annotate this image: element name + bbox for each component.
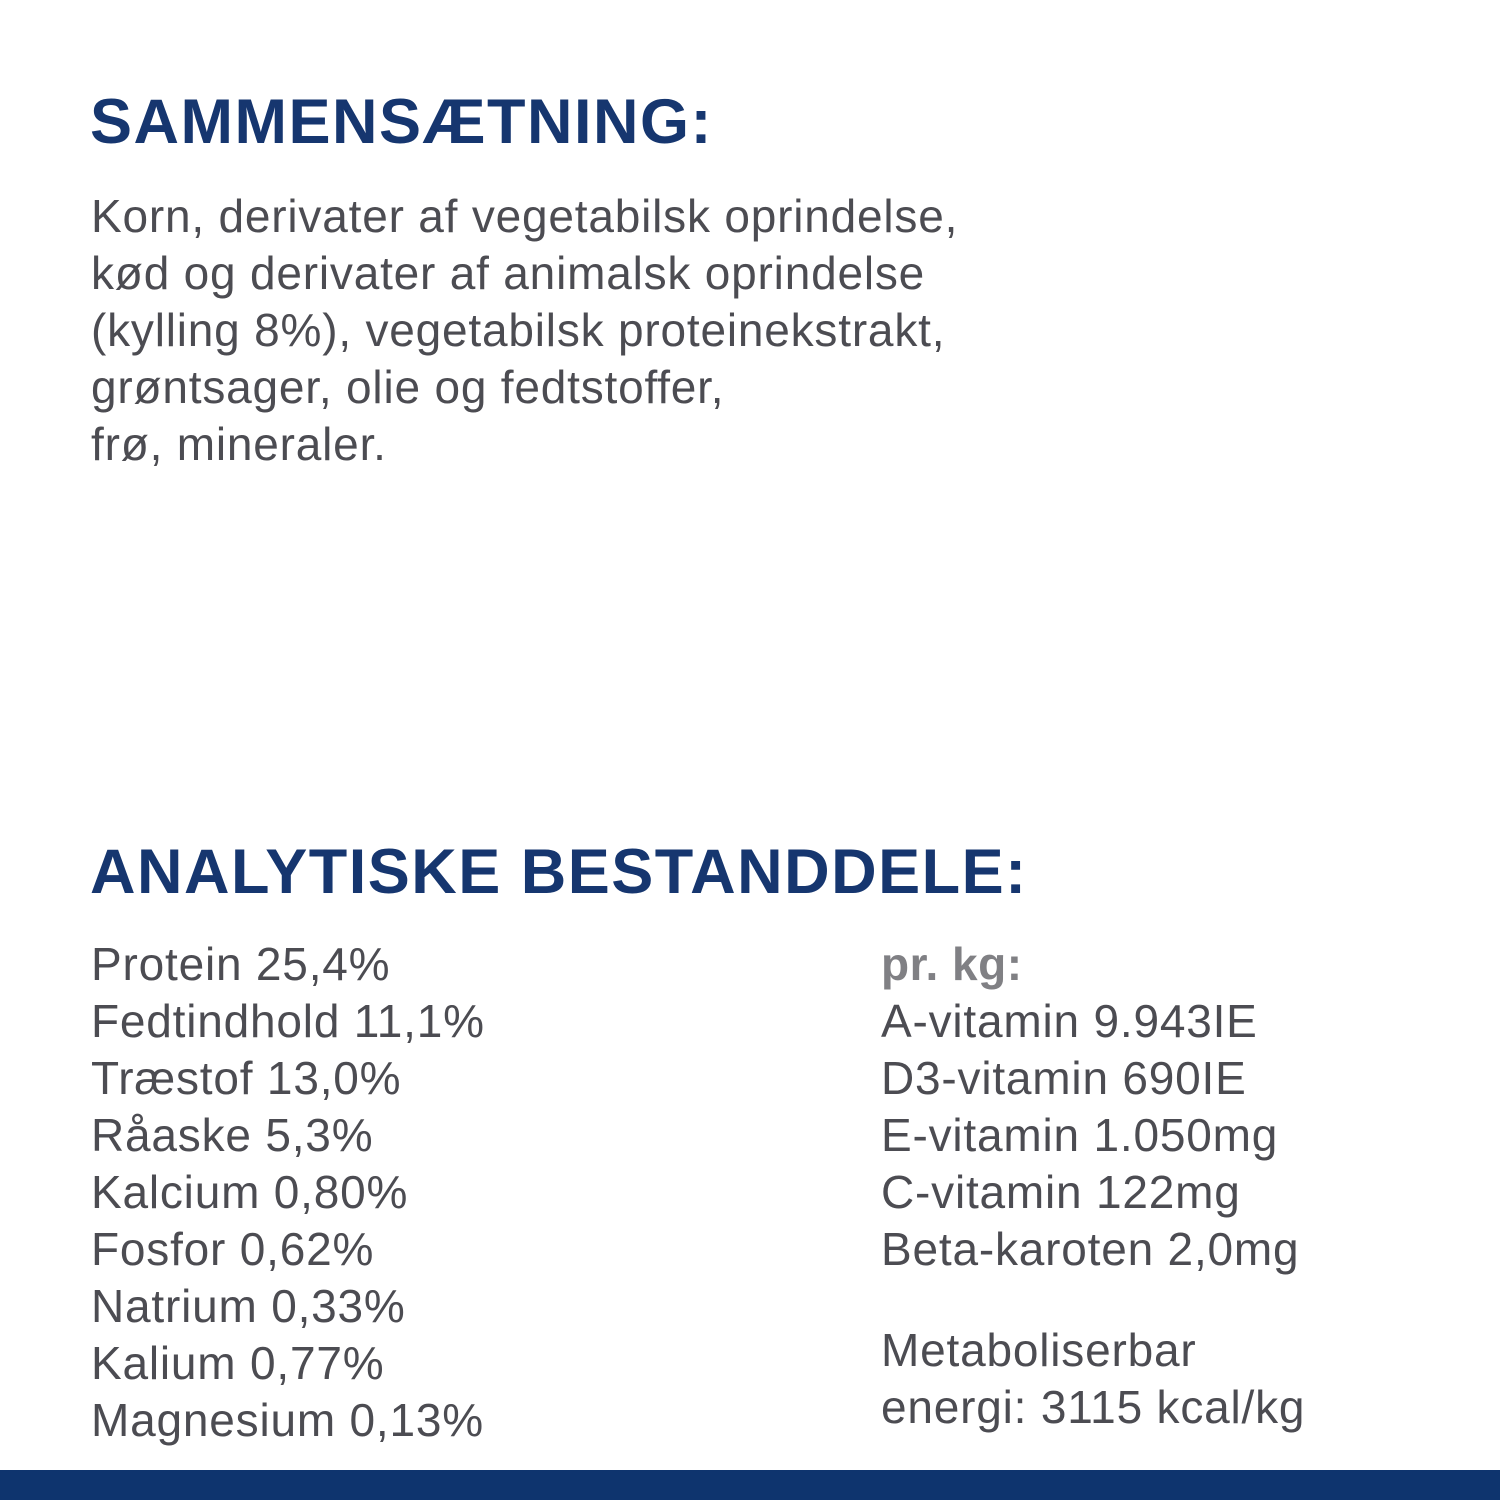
vitamin-item: D3-vitamin 690IE [881,1052,1247,1104]
vitamin-item: C-vitamin 122mg [881,1166,1241,1218]
analysis-item: Magnesium 0,13% [91,1394,484,1446]
composition-line: kød og derivater af animalsk oprindelse [91,247,926,299]
composition-line: Korn, derivater af vegetabilsk oprindelse, [91,190,959,242]
energy-line: energi: 3115 kcal/kg [881,1381,1306,1433]
composition-line: grøntsager, olie og fedtstoffer, [91,361,725,413]
analysis-item: Protein 25,4% [91,938,391,990]
composition-heading: SAMMENSÆTNING: [90,87,713,157]
vitamin-item: A-vitamin 9.943IE [881,995,1258,1047]
analysis-item: Natrium 0,33% [91,1280,406,1332]
vitamin-item: E-vitamin 1.050mg [881,1109,1279,1161]
analysis-item: Fosfor 0,62% [91,1223,375,1275]
analysis-item: Kalcium 0,80% [91,1166,409,1218]
bottom-accent-bar [0,1470,1500,1500]
composition-line: (kylling 8%), vegetabilsk proteinekstrakt, [91,304,946,356]
metabolizable-energy [881,1322,1305,1436]
analysis-left-column [91,936,485,1449]
energy-line: Metaboliserbar [881,1324,1197,1376]
per-kg-label: pr. kg: [881,938,1023,990]
analysis-item: Kalium 0,77% [91,1337,385,1389]
analysis-item: Fedtindhold 11,1% [91,995,485,1047]
vitamin-item: Beta-karoten 2,0mg [881,1223,1300,1275]
composition-line: frø, mineraler. [91,418,387,470]
composition-body [91,188,958,473]
analysis-heading: ANALYTISKE BESTANDDELE: [90,837,1028,907]
analysis-item: Træstof 13,0% [91,1052,402,1104]
analysis-item: Råaske 5,3% [91,1109,374,1161]
analysis-right-column [881,936,1305,1436]
